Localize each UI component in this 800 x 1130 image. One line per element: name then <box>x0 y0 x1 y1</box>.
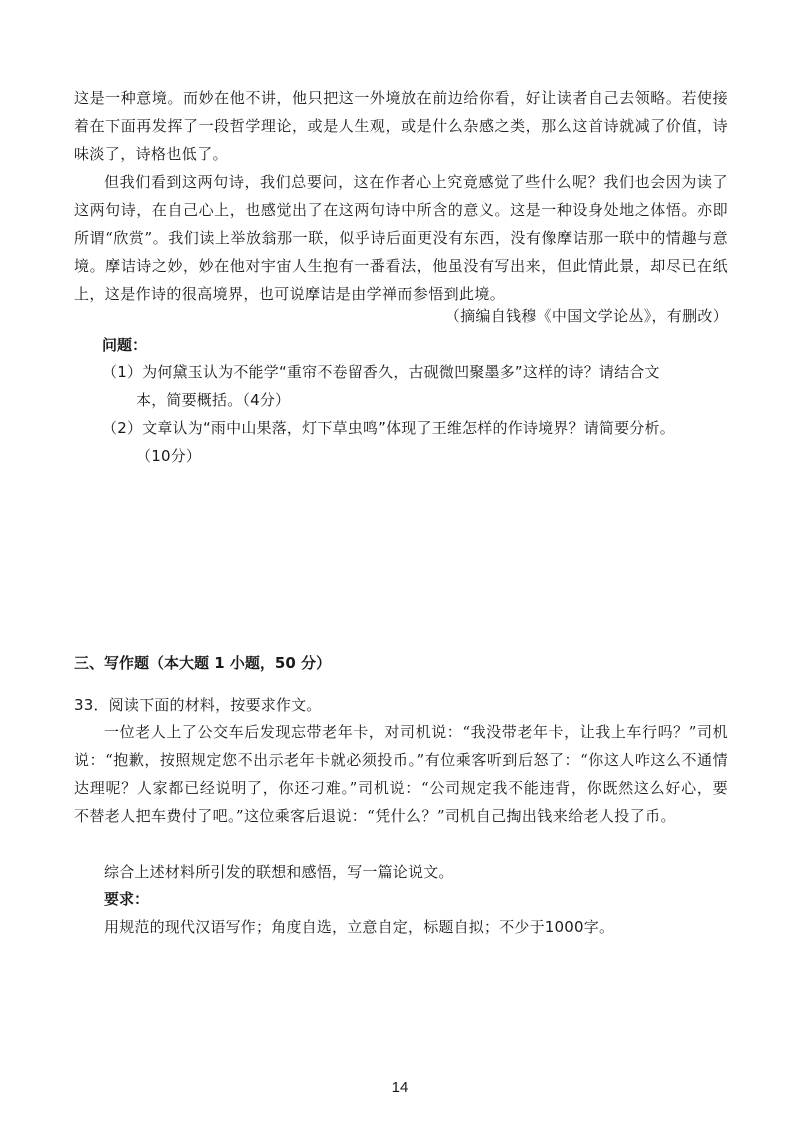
page-number: 14 <box>391 1079 409 1096</box>
question-1-line-1: （1）为何黛玉认为不能学“重帘不卷留香久，古砚微凹聚墨多”这样的诗？请结合文 <box>102 363 660 381</box>
question-2-line-1: （2）文章认为“雨中山果落，灯下草虫鸣”体现了王维怎样的作诗境界？请简要分析。 <box>102 419 675 437</box>
writing-instruction: 综合上述材料所引发的联想和感悟，写一篇论说文。 <box>104 863 454 881</box>
writing-material: 一位老人上了公交车后发现忘带老年卡，对司机说：“我没带老年卡，让我上车行吗？”司机说：“抱歉，按照规定您不出示老年卡就必须投币。”有位乘客听到后怒了：“你这人咋这么不通情达理呢？人家都已经说明了，你还刁难。”司机说：“公司规定我不能违背，你既然这么好心，要不替老人把车费付了吧。”这位乘客后退说：“凭什么？”司机自己掏出钱来给老人投了币。 <box>74 723 728 825</box>
passage-source: （摘编自钱穆《中国文学论丛》，有删改） <box>444 307 728 325</box>
questions-heading: 问题： <box>102 336 148 354</box>
requirements-text: 用规范的现代汉语写作；角度自选，立意自定，标题自拟；不少于1000字。 <box>104 918 615 936</box>
question-33-intro: 33．阅读下面的材料，按要求作文。 <box>74 696 322 714</box>
requirements-heading: 要求： <box>104 890 150 908</box>
writing-section-title: 三、写作题（本大题 1 小题，50 分） <box>74 654 331 672</box>
passage-paragraph-2: 但我们看到这两句诗，我们总要问，这在作者心上究竟感觉了些什么呢？我们也会因为读了这两句诗，在自己心上，也感觉出了在这两句诗中所含的意义。这是一种设身处地之体悟。亦即所谓“欣赏”。我们读上举放翁那一联，似乎诗后面更没有东西，没有像摩诘那一联中的情趣与意境。摩诘诗之妙，妙在他对宇宙人生抱有一番看法，他虽没有写出来，但此情此景，却尽已在纸上，这是作诗的很高境界，也可说摩诘是由学禅而参悟到此境。 <box>74 173 728 303</box>
question-1-line-2: 本，简要概括。（4分） <box>136 391 291 409</box>
passage-paragraph-1: 这是一种意境。而妙在他不讲，他只把这一外境放在前边给你看，好让读者自己去领略。若使接着在下面再发挥了一段哲学理论，或是人生观，或是什么杂感之类，那么这首诗就减了价值，诗味淡了，诗格也低了。 <box>74 89 728 163</box>
question-2-line-2: （10分） <box>136 447 202 465</box>
